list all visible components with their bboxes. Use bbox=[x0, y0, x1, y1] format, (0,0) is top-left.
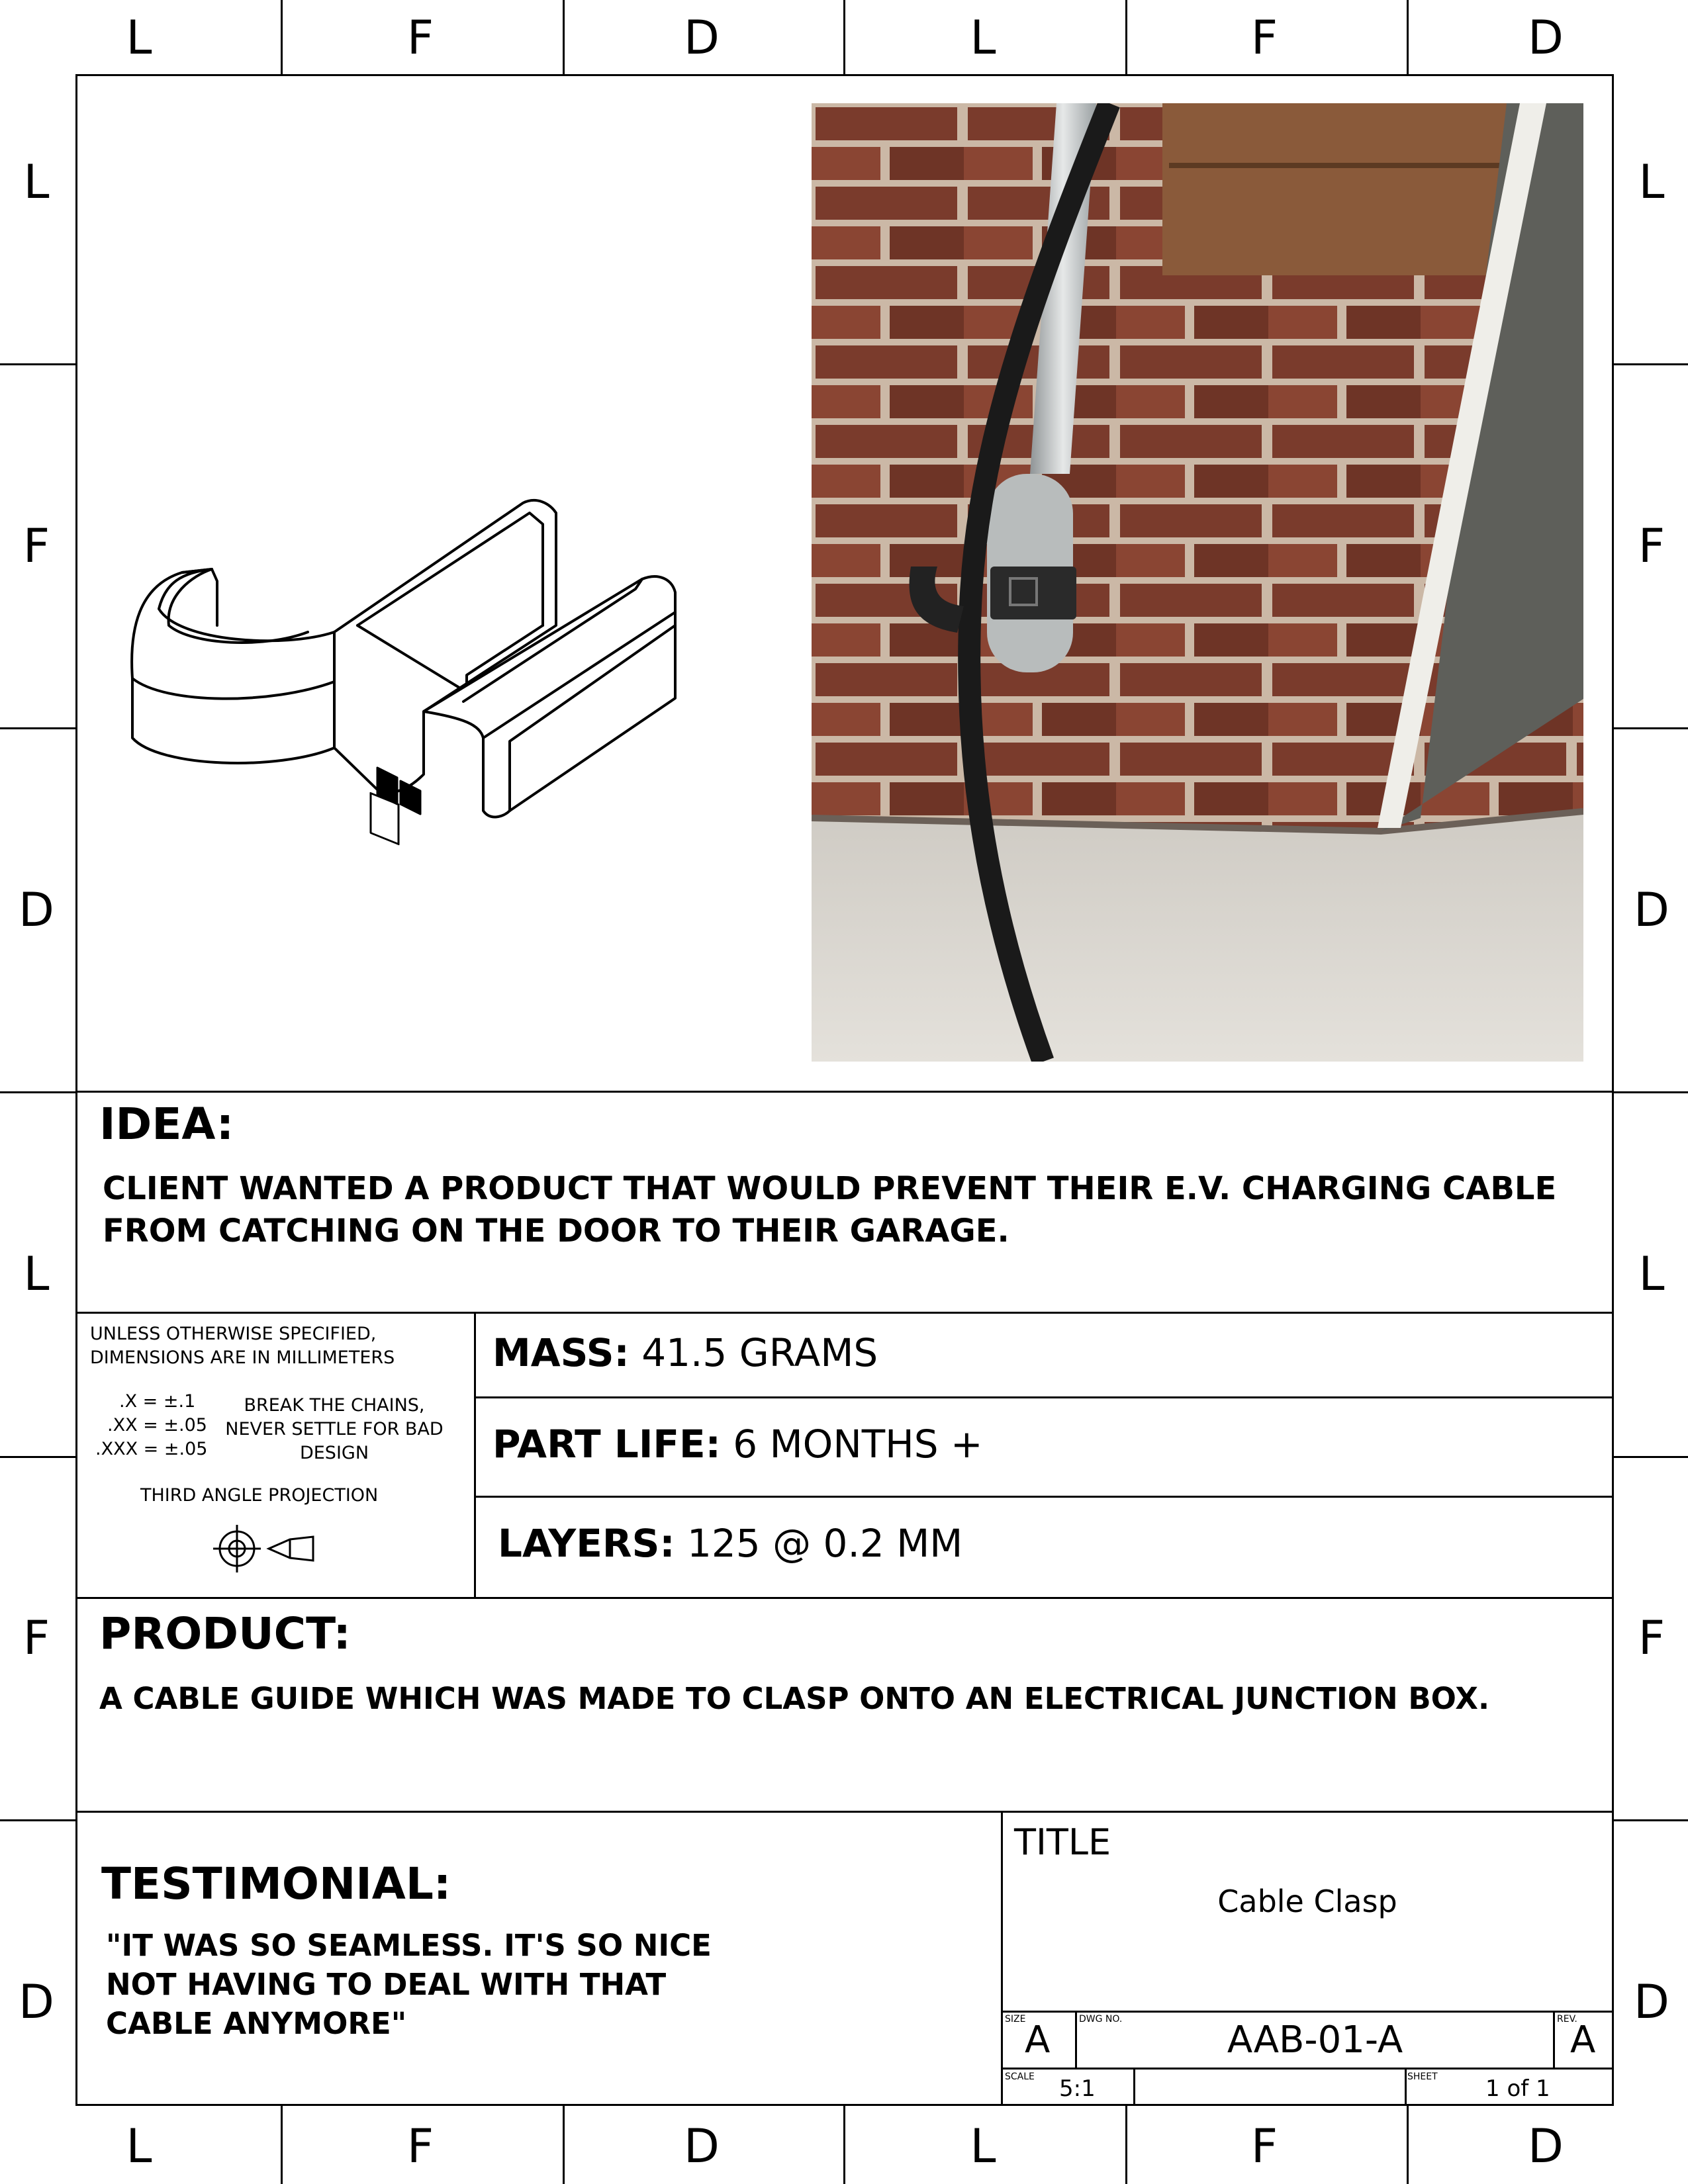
zone-letter-left: F bbox=[23, 1611, 50, 1665]
top-zone-divider bbox=[1407, 0, 1409, 74]
layers-value: 125 @ 0.2 MM bbox=[686, 1521, 963, 1566]
title-block-scale-row-top bbox=[1001, 2068, 1614, 2070]
divider-top-of-specs bbox=[75, 1312, 1614, 1314]
right-zone-divider bbox=[1614, 1456, 1688, 1458]
dwg-no-value: AAB-01-A bbox=[1227, 2019, 1403, 2062]
testimonial-heading: TESTIMONIAL: bbox=[101, 1858, 451, 1909]
scale-label: SCALE bbox=[1005, 2071, 1035, 2082]
zone-letter-bottom: D bbox=[684, 2119, 720, 2173]
left-zone-divider bbox=[0, 363, 75, 365]
top-zone-divider bbox=[1125, 0, 1127, 74]
right-zone-divider bbox=[1614, 727, 1688, 729]
part-life-row bbox=[492, 1422, 983, 1467]
zone-letter-bottom: D bbox=[1528, 2119, 1564, 2173]
zone-letter-left: D bbox=[19, 1975, 54, 2029]
sheet-label: SHEET bbox=[1407, 2071, 1438, 2082]
left-zone-divider bbox=[0, 727, 75, 729]
size-label: SIZE bbox=[1005, 2014, 1026, 2025]
idea-text-line1: CLIENT WANTED A PRODUCT THAT WOULD PREVENT THEIR E.V. CHARGING CABLE bbox=[103, 1170, 1557, 1207]
top-zone-divider bbox=[843, 0, 845, 74]
left-zone-divider bbox=[0, 1819, 75, 1821]
zone-letter-left: F bbox=[23, 519, 50, 573]
zone-letter-top: F bbox=[406, 11, 434, 65]
bottom-zone-divider bbox=[1125, 2106, 1127, 2184]
part-life-value: 6 MONTHS + bbox=[733, 1422, 983, 1467]
title-block-sheet-divider bbox=[1405, 2068, 1407, 2106]
idea-text-line2: FROM CATCHING ON THE DOOR TO THEIR GARAGE. bbox=[103, 1212, 1009, 1250]
zone-letter-right: D bbox=[1634, 1975, 1669, 2029]
right-zone-divider bbox=[1614, 1091, 1688, 1093]
zone-letter-right: L bbox=[1638, 155, 1665, 209]
zone-letter-top: D bbox=[684, 11, 720, 65]
divider-specs-vertical bbox=[474, 1312, 476, 1598]
part-life-label: PART LIFE: bbox=[492, 1422, 721, 1467]
sheet-value: 1 of 1 bbox=[1485, 2075, 1550, 2102]
zone-letter-right: D bbox=[1634, 883, 1669, 937]
zone-letter-bottom: F bbox=[406, 2119, 434, 2173]
motto-line1: BREAK THE CHAINS, bbox=[244, 1395, 425, 1416]
zone-letter-left: D bbox=[19, 883, 54, 937]
tolerance-xxx: .XXX = ±.05 bbox=[95, 1439, 208, 1459]
testimonial-line3: CABLE ANYMORE" bbox=[106, 2006, 407, 2041]
title-label: TITLE bbox=[1014, 1821, 1111, 1863]
size-value: A bbox=[1025, 2019, 1051, 2062]
rev-value: A bbox=[1570, 2019, 1596, 2062]
motto-line2: NEVER SETTLE FOR BAD bbox=[225, 1419, 444, 1439]
title-block-scale-divider bbox=[1133, 2068, 1135, 2106]
bottom-zone-divider bbox=[1407, 2106, 1409, 2184]
motto bbox=[218, 1394, 450, 1465]
motto-line3: DESIGN bbox=[299, 1443, 369, 1463]
zone-letter-bottom: L bbox=[970, 2119, 996, 2173]
layers-row bbox=[498, 1521, 962, 1566]
zone-letter-bottom: L bbox=[126, 2119, 152, 2173]
left-zone-divider bbox=[0, 1091, 75, 1093]
zone-letter-top: F bbox=[1250, 11, 1278, 65]
testimonial-line1: "IT WAS SO SEAMLESS. IT'S SO NICE bbox=[106, 1928, 712, 1963]
zone-letter-left: L bbox=[23, 155, 50, 209]
title-block-size-row-top bbox=[1001, 2011, 1614, 2013]
bottom-zone-divider bbox=[563, 2106, 565, 2184]
zone-letter-left: L bbox=[23, 1247, 50, 1301]
bottom-zone-divider bbox=[843, 2106, 845, 2184]
right-zone-divider bbox=[1614, 363, 1688, 365]
left-zone-divider bbox=[0, 1456, 75, 1458]
product-heading: PRODUCT: bbox=[99, 1608, 351, 1659]
zone-letter-bottom: F bbox=[1250, 2119, 1278, 2173]
product-text: A CABLE GUIDE WHICH WAS MADE TO CLASP ONTO AN ELECTRICAL JUNCTION BOX. bbox=[99, 1681, 1490, 1716]
top-zone-divider bbox=[563, 0, 565, 74]
zone-letter-right: F bbox=[1638, 519, 1665, 573]
tolerance-note-line1: UNLESS OTHERWISE SPECIFIED, bbox=[90, 1324, 377, 1344]
testimonial-quote bbox=[106, 1926, 712, 2043]
third-angle-projection-icon bbox=[211, 1522, 316, 1575]
divider-life bbox=[474, 1496, 1614, 1498]
idea-heading: IDEA: bbox=[99, 1099, 234, 1150]
zone-letter-top: L bbox=[970, 11, 996, 65]
divider-mass bbox=[474, 1396, 1614, 1398]
zone-letter-top: D bbox=[1528, 11, 1564, 65]
title-value: Cable Clasp bbox=[1217, 1884, 1397, 1919]
scale-value: 5:1 bbox=[1059, 2075, 1096, 2102]
bottom-zone-divider bbox=[281, 2106, 283, 2184]
layers-label: LAYERS: bbox=[498, 1521, 675, 1566]
dwg-no-label: DWG NO. bbox=[1079, 2014, 1123, 2025]
tolerance-xx: .XX = ±.05 bbox=[107, 1415, 207, 1435]
divider-top-of-product bbox=[75, 1597, 1614, 1599]
top-zone-divider bbox=[281, 0, 283, 74]
mass-row bbox=[492, 1330, 878, 1375]
divider-top-of-idea bbox=[75, 1091, 1614, 1093]
zone-letter-top: L bbox=[126, 11, 152, 65]
rev-label: REV. bbox=[1557, 2014, 1577, 2025]
mass-label: MASS: bbox=[492, 1330, 630, 1375]
zone-letter-right: L bbox=[1638, 1247, 1665, 1301]
mass-value: 41.5 GRAMS bbox=[641, 1330, 878, 1375]
installation-photo bbox=[812, 103, 1583, 1062]
clasp-isometric-drawing bbox=[119, 477, 728, 847]
divider-top-of-testimonial bbox=[75, 1811, 1614, 1813]
zone-letter-right: F bbox=[1638, 1611, 1665, 1665]
testimonial-line2: NOT HAVING TO DEAL WITH THAT bbox=[106, 1967, 667, 2002]
title-block-rev-divider bbox=[1553, 2011, 1555, 2068]
tolerance-note-line2: DIMENSIONS ARE IN MILLIMETERS bbox=[90, 1347, 395, 1368]
right-zone-divider bbox=[1614, 1819, 1688, 1821]
tolerance-x: .X = ±.1 bbox=[119, 1391, 196, 1412]
projection-label: THIRD ANGLE PROJECTION bbox=[140, 1485, 379, 1506]
title-block-left-edge bbox=[1001, 1811, 1003, 2106]
